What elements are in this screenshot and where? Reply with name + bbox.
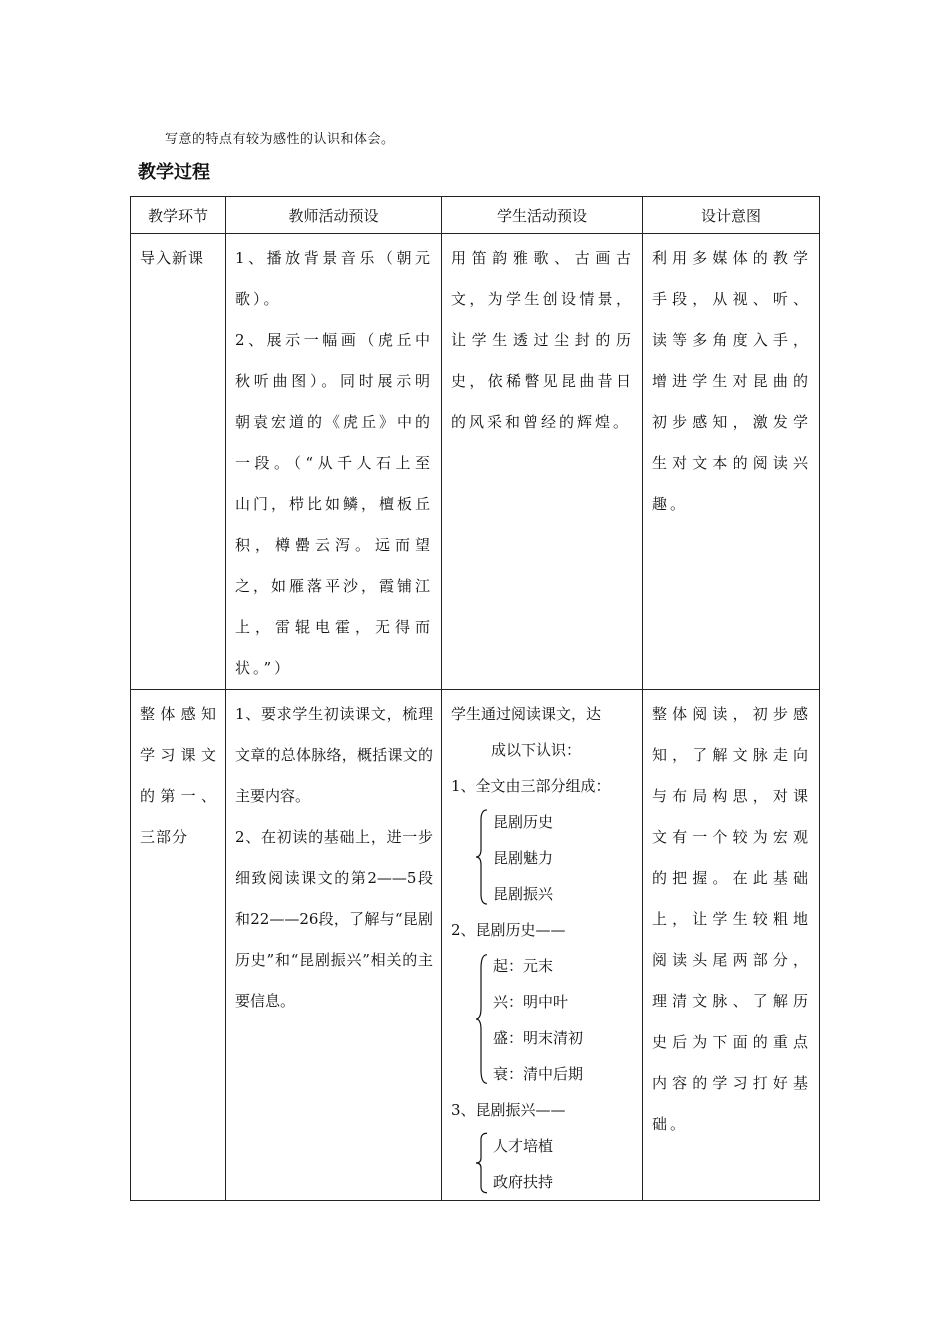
- table-header-row: [131, 197, 820, 234]
- point3-title: 3、昆剧振兴——: [451, 1101, 566, 1119]
- teacher-step-1: 1、播放背景音乐（朝元歌）。: [235, 249, 433, 308]
- student-cell: [442, 690, 643, 1201]
- purpose-text: 整体阅读，初步感知，了解文脉走向与布局构思，对课文有一个较为宏观的把握。在此基础上，让学生较粗地阅读头尾两部分，理清文脉、了解历史后为下面的重点内容的学习打好基础。: [652, 705, 811, 1133]
- point2-title: 2、昆剧历史——: [451, 921, 566, 939]
- point2-item: 起：元末: [493, 957, 554, 975]
- header-stage: 教学环节: [131, 197, 226, 234]
- header-student: 学生活动预设: [442, 197, 643, 234]
- point2-item: 衰：清中后期: [493, 1065, 584, 1083]
- point3-item: 人才培植: [493, 1137, 554, 1155]
- header-teacher: 教师活动预设: [226, 197, 442, 234]
- table-row: [131, 234, 820, 690]
- left-brace-icon: [475, 952, 489, 1086]
- point2-item: 兴：明中叶: [493, 993, 569, 1011]
- point3-list: [451, 1128, 634, 1200]
- point2-item: 盛：明末清初: [493, 1029, 584, 1047]
- student-line-1: 学生通过阅读课文，达: [451, 705, 602, 723]
- stage-text: 整体感知学习课文的第一、三部分: [140, 705, 217, 846]
- stage-cell: [131, 234, 226, 690]
- lesson-process-table: [130, 196, 820, 1201]
- intro-text: 写意的特点有较为感性的认识和体会。: [165, 132, 395, 147]
- student-text: 用笛韵雅歌、古画古文，为学生创设情景，让学生透过尘封的历史，依稀瞥见昆曲昔日的风采和曾经的辉煌。: [451, 249, 634, 431]
- point2-list: [451, 948, 634, 1092]
- teacher-step-2: 2、在初读的基础上，进一步细致阅读课文的第2——5段和22——26段，了解与“昆剧历史”和“昆剧振兴”相关的主要信息。: [235, 828, 433, 1010]
- point3-item: 政府扶持: [493, 1173, 554, 1191]
- point1-item: 昆剧振兴: [493, 885, 554, 903]
- purpose-text: 利用多媒体的教学手段，从视、听、读等多角度入手，增进学生对昆曲的初步感知，激发学生对文本的阅读兴趣。: [652, 249, 811, 513]
- purpose-cell: [643, 234, 820, 690]
- stage-text: 导入新课: [140, 249, 205, 267]
- stage-cell: [131, 690, 226, 1201]
- point1-list: [451, 804, 634, 912]
- teacher-step-2: 2、展示一幅画（虎丘中秋听曲图）。同时展示明朝袁宏道的《虎丘》中的一段。（“从千人石上至山门，栉比如鳞，檀板丘积，樽罍云泻。远而望之，如雁落平沙，霞铺江上，雷辊电霍，无得而状。”）: [235, 331, 434, 677]
- point1-item: 昆剧魅力: [493, 849, 554, 867]
- section-heading: 教学过程: [138, 162, 210, 183]
- table-row: [131, 690, 820, 1201]
- student-cell: [442, 234, 643, 690]
- teacher-cell: [226, 234, 442, 690]
- point1-item: 昆剧历史: [493, 813, 554, 831]
- left-brace-icon: [475, 808, 489, 906]
- teacher-step-1: 1、要求学生初读课文，梳理文章的总体脉络，概括课文的主要内容。: [235, 705, 433, 805]
- purpose-cell: [643, 690, 820, 1201]
- left-brace-icon: [475, 1132, 489, 1194]
- teacher-cell: [226, 690, 442, 1201]
- student-line-2: 成以下认识：: [491, 741, 582, 759]
- header-purpose: 设计意图: [643, 197, 820, 234]
- point1-title: 1、全文由三部分组成：: [451, 777, 611, 795]
